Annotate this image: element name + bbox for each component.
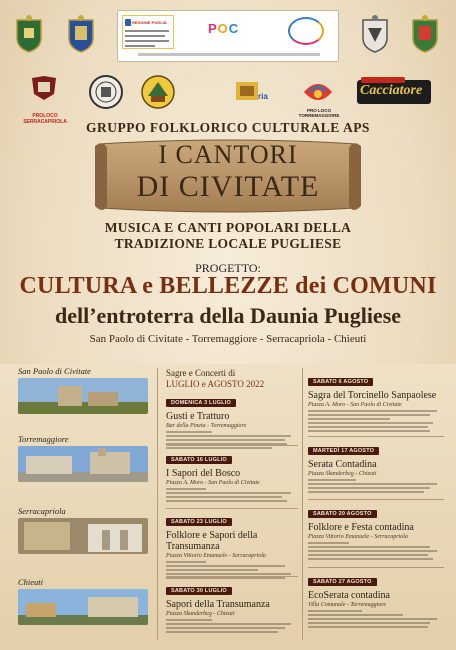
photo-serracapriola xyxy=(18,518,148,554)
event-card xyxy=(308,370,444,432)
crest-right-2 xyxy=(410,14,440,54)
regione-puglia-logo xyxy=(122,15,174,49)
event-details xyxy=(166,431,298,449)
proloco-serracapriola-text: PROLOCO SERRACAPRIOLA xyxy=(23,113,67,125)
event-details xyxy=(166,619,298,633)
prova-logo-text: ria xyxy=(258,92,268,101)
town-label-san-paolo: San Paolo di Civitate xyxy=(18,366,91,376)
event-place: Piazza A. Moro - San Paolo di Civitate xyxy=(166,480,260,486)
town-label-serracapriola: Serracapriola xyxy=(18,506,66,516)
program-intro xyxy=(166,368,298,390)
event-date: SABATO 20 AGOSTO xyxy=(308,510,377,518)
title-scroll xyxy=(93,138,363,214)
event-details xyxy=(308,410,444,432)
event-place: Piazza A. Moro - San Paolo di Civitate xyxy=(308,402,402,408)
event-details xyxy=(166,488,298,502)
event-details xyxy=(308,479,444,493)
event-card xyxy=(308,439,444,493)
town-label-torremaggiore: Torremaggiore xyxy=(18,434,69,444)
event-place: Piazza Vittorio Emanuele - Serracapriola xyxy=(166,553,266,559)
project-title: CULTURA e BELLEZZE dei COMUNI xyxy=(19,273,437,299)
intro-line1: Sagre e Concerti di xyxy=(166,368,236,378)
event-date: SABATO 6 AGOSTO xyxy=(308,378,373,386)
pro-loco-torremaggiore-logo xyxy=(298,74,338,110)
scroll-title-line1: I CANTORI xyxy=(158,140,298,169)
proloco-serracapriola-logo xyxy=(24,74,64,110)
project-places: San Paolo di Civitate - Torremaggiore - Serracapriola - Chieuti xyxy=(89,333,367,345)
event-title: Folklore e Festa contadina xyxy=(308,522,414,533)
crest-left-1 xyxy=(14,14,44,54)
event-title: Serata Contadina xyxy=(308,459,377,470)
project-label: PROGETTO: xyxy=(195,261,261,275)
crest-left-2 xyxy=(66,14,96,54)
event-place: Piazza Skanderbeg - Chieuti xyxy=(166,611,235,617)
group-name: GRUPPO FOLKLORICO CULTURALE APS xyxy=(86,120,370,135)
photo-san-paolo xyxy=(18,378,148,414)
gazebo-emblem-logo xyxy=(140,74,176,110)
event-date: SABATO 30 LUGLIO xyxy=(166,587,232,595)
event-details xyxy=(308,610,444,628)
event-card xyxy=(308,502,444,560)
event-card xyxy=(166,448,298,502)
funding-banner xyxy=(117,10,339,62)
culture-logo xyxy=(288,17,324,45)
pro-loco-torremaggiore-text: PRO LOCO TORREMAGGIORE xyxy=(298,108,340,118)
event-title: EcoSerata contadina xyxy=(308,590,390,601)
crest-right-1 xyxy=(360,14,390,54)
event-place: Piazza Vittorio Emanuele - Serracapriola xyxy=(308,534,408,540)
event-date: DOMENICA 3 LUGLIO xyxy=(166,399,236,407)
photo-chieuti xyxy=(18,589,148,625)
event-title: Sapori della Transumanza xyxy=(166,599,270,610)
cacciatore-text: Cacciatore xyxy=(360,83,423,98)
event-date: SABATO 16 LUGLIO xyxy=(166,456,232,464)
intro-line2: LUGLIO e AGOSTO 2022 xyxy=(166,379,265,389)
event-details xyxy=(308,542,444,560)
event-date: SABATO 27 AGOSTO xyxy=(308,578,377,586)
scroll-title-line2: DI CIVITATE xyxy=(136,170,320,203)
event-card xyxy=(308,570,444,628)
region-emblem-icon xyxy=(125,19,131,26)
event-title: Sagra del Torcinello Sanpaolese xyxy=(308,390,437,401)
event-date: SABATO 23 LUGLIO xyxy=(166,518,232,526)
event-card xyxy=(166,391,298,449)
photo-torremaggiore xyxy=(18,446,148,482)
banner-small-print xyxy=(138,53,320,56)
event-date: MARTEDÌ 17 AGOSTO xyxy=(308,447,379,455)
poc-logo: POC xyxy=(208,21,240,36)
association-seal-logo xyxy=(88,74,124,110)
project-subtitle: dell’entroterra della Daunia Pugliese xyxy=(54,303,402,328)
town-label-chieuti: Chieuti xyxy=(18,577,44,587)
event-title: Gusti e Tratturo xyxy=(166,411,230,422)
event-title: Folklore e Sapori della Transumanza xyxy=(166,530,258,552)
event-card xyxy=(166,579,298,633)
subtitle-line2: TRADIZIONE LOCALE PUGLIESE xyxy=(114,236,342,251)
subtitle-line1: MUSICA E CANTI POPOLARI DELLA xyxy=(104,220,352,235)
event-place: Bar della Pineta - Torremaggiore xyxy=(166,423,247,429)
event-title: I Sapori del Bosco xyxy=(166,468,241,479)
event-card xyxy=(166,510,298,579)
event-place: Piazza Skanderbeg - Chieuti xyxy=(308,471,377,477)
event-place: Villa Comunale - Torremaggiore xyxy=(308,602,387,608)
region-name: REGIONE PUGLIA xyxy=(132,20,167,25)
